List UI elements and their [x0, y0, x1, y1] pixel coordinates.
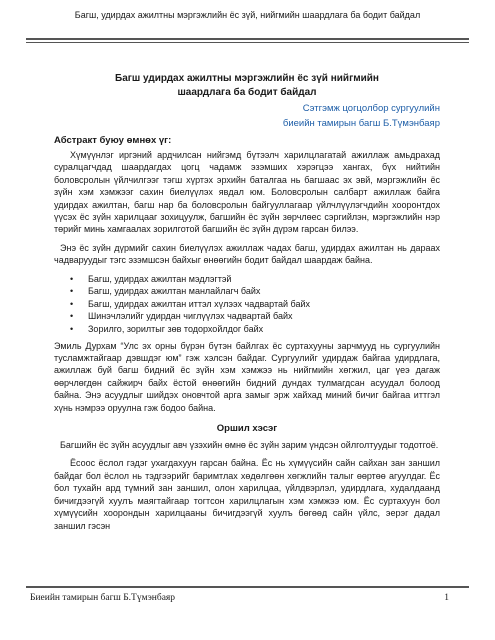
list-item — [54, 323, 440, 336]
running-header-title: Багш, удирдах ажилтны мэргэжлийн ёс зүй, нийгмийн шаардлага ба бодит байдал — [74, 10, 421, 20]
bullet-icon: • — [70, 273, 74, 284]
intro-paragraph-1: Багшийн ёс зүйн асуудлыг авч үзэхийн өмнө ёс зүйн зарим үндсэн ойлголтуудыг тодотгоё. — [60, 440, 439, 451]
author-affiliation: Сэтгэмж цогцолбор сургуулийн — [302, 103, 440, 114]
list-item-text: Багш, удирдах ажилтан манлайлагч байх — [88, 286, 261, 297]
bullet-icon: • — [70, 298, 74, 309]
list-item — [54, 285, 440, 298]
footer-rule — [26, 586, 469, 588]
abstract-paragraph-2: Энэ ёс зүйн дүрмийг сахин биелүүлэх ажиллаж чадах багш, удирдах ажилтан нь дараах чадваруудыг тэгс эзэмшсэн байхыг өнөөгийн бодит байдал шаардаж байна. — [54, 242, 440, 266]
list-item — [54, 273, 440, 286]
intro-heading: Оршил хэсэг — [216, 423, 278, 435]
list-item-text: Багш, удирдах ажилтан мэдлэгтэй — [88, 273, 232, 284]
list-item-text: Багш, удирдах ажилтан иттэл хүлээх чадвартай байх — [88, 298, 310, 309]
document-body — [54, 72, 440, 538]
page-number: 1 — [444, 593, 449, 603]
list-item-text: Зорилго, зорилтыг зөв тодорхойлдог байх — [88, 324, 264, 335]
list-item — [54, 298, 440, 311]
competency-list — [54, 273, 440, 336]
running-header — [0, 0, 495, 30]
doc-title-line-1: Багш удирдах ажилтны мэргэжлийн ёс зүй нийгмийн — [115, 73, 379, 84]
header-rule — [26, 38, 469, 43]
doc-title-line-2: шаардлага ба бодит байдал — [177, 87, 317, 98]
page-footer — [30, 592, 449, 604]
intro-paragraph-2: Ёсоос ёслол гэдэг ухагдахуун гарсан байна. Ёс нь хүмүүсийн сайн сайхан зан заншил байдаг бол ёслол нь тэдгээрийг баримтлах хөдөлгөөн хөгжлийн талыг өөртөө агуулдаг. Ёс бол тухайн ард түмний зан заншил, олон харилцаа, үйлдвэрлэл, удирдлага, худалдаанд бичигдээгүй хуулъ маягтайгаар тогтсон харилцлагын хэм хэмжээ юм. Ёс суртахуун бол хүмүүсийн хоорондын харилцааны бичигдээгүй хуулъ бөгөөд сайн үйлс, эерэг дадал заншил гэсэн — [54, 458, 440, 531]
abstract-heading: Абстракт буюу өмнөх үг: — [54, 135, 172, 146]
bullet-icon: • — [70, 286, 74, 297]
list-item — [54, 310, 440, 323]
list-item-text: Шинэчлэлийг удирдан чиглүүлэх чадвартай байх — [88, 311, 293, 322]
abstract-paragraph-1: Хүмүүнлэг иргэний ардчилсан нийгэмд бүтээлч харилцлагатай ажиллаж амьдрахад суралцагчдад шаардагдах цогц чадамж эзэмших хэрэгцээ хангах, бүх нийтийн боловсролын үйлчилгээг тэгш хүртэх эрхийн баталгаа нь багшаас эх эвй, мэргэжлийн ёс зүйн хэм хэмжээг сахин биелүүлэх явдал юм. Боловсролын салбарт ажиллаж байга удирдах ажилтан, багш нар ба боловсролын байгууллагаар үйлчлүүлэгчдийн хооронтдох үүсэх ёс зүйн харилцааг зохицуулж, багшийн ёс зүйн зөрчлөес сэргийлэн, мэргэжлийн нэр төрийг минь хамгаалах зорилготой багшийн ёс зүйн дүрэм гарсан билээ. — [54, 150, 440, 235]
quote-paragraph: Эмиль Дурхам “Улс эх орны бүрэн бүтэн байлгах ёс суртахууны зарчмууд нь сургуулийн тусламжтайгаар дэвшдэг юм” гэж хэлсэн байдаг. Сургуулийг удирдаж байгаа удирдлага, ажиллаж буй багш бидний ёс зүйн хэм хэмжээ нь нийгмийн хөгжил, цаг үеэ дагаж өөрчлөгдөн сайжирч байх ёстой өнөөгийн бидний дундах тулмагдсан асуудал болоод байна. Энэ асуудлыг шийдэх оновчтой арга замыг эрж хайхад миний бичиг байгаа иттгэл хүнь нэмрээ оруулна гэж бодоо байна. — [54, 340, 440, 413]
bullet-icon: • — [70, 324, 74, 335]
footer-author: Биеийн тамирын багш Б.Түмэнбаяр — [30, 593, 176, 603]
bullet-icon: • — [70, 311, 74, 322]
author-name: биеийн тамирын багш Б.Түмэнбаяр — [282, 118, 440, 129]
